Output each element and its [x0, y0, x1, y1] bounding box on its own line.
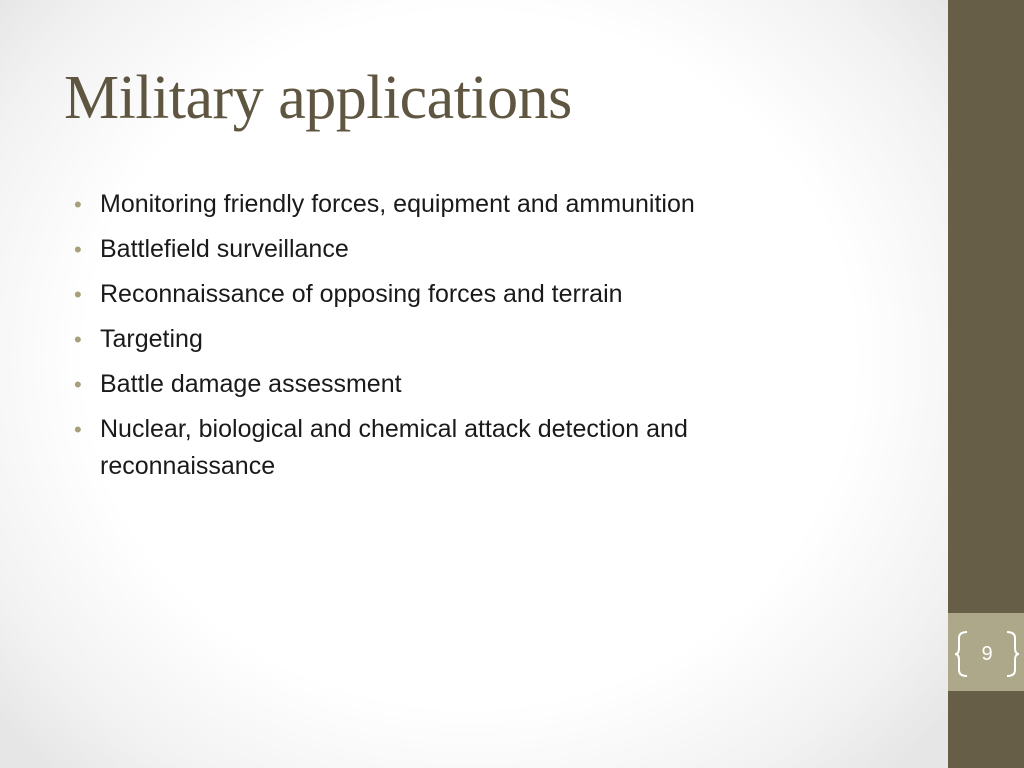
bullet-icon: • — [74, 192, 82, 217]
bullet-icon: • — [74, 282, 82, 307]
bullet-text: Battle damage assessment — [100, 370, 402, 398]
bullet-icon: • — [74, 417, 82, 442]
bullet-icon: • — [74, 237, 82, 262]
bullet-item — [72, 231, 852, 268]
bullet-item — [72, 366, 852, 403]
bullet-icon: • — [74, 372, 82, 397]
bullet-item — [72, 411, 852, 485]
bullet-text: Targeting — [100, 325, 203, 353]
bullet-text: Nuclear, biological and chemical attack detection and reconnaissance — [100, 415, 688, 480]
bullet-text: Reconnaissance of opposing forces and terrain — [100, 280, 623, 308]
page-number: 9 — [981, 643, 993, 665]
bullet-item — [72, 321, 852, 358]
slide-title: Military applications — [64, 64, 572, 132]
bullet-item — [72, 186, 852, 223]
bullet-text: Battlefield surveillance — [100, 235, 349, 263]
bullet-item — [72, 276, 852, 313]
bullet-list — [72, 186, 852, 493]
bullet-icon: • — [74, 327, 82, 352]
bullet-text: Monitoring friendly forces, equipment and ammunition — [100, 190, 695, 218]
